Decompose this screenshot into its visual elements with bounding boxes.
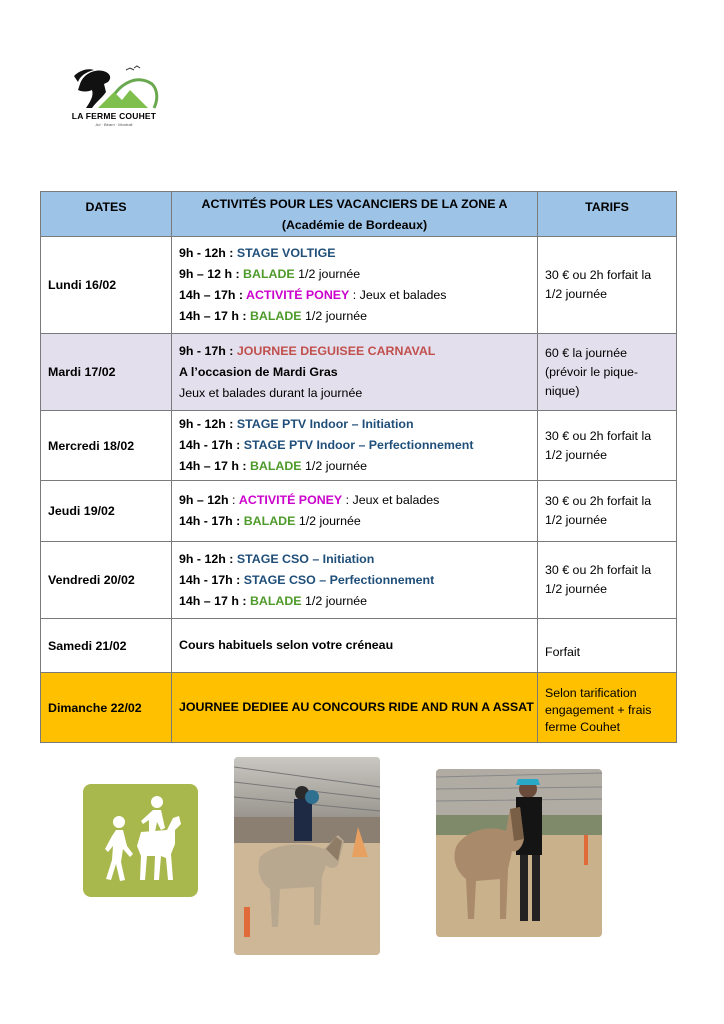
activity-line: 9h – 12 h : BALADE 1/2 journée	[179, 267, 361, 281]
row-activities	[172, 619, 538, 673]
row-activities	[172, 481, 538, 542]
row-tarif: 30 € ou 2h forfait la 1/2 journée	[538, 237, 677, 334]
activity-line: 9h - 17h : JOURNEE DEGUISEE CARNAVAL	[179, 343, 436, 358]
ride-and-run-icon	[83, 784, 198, 897]
header-activities-line2: (Académie de Bordeaux)	[281, 217, 428, 232]
activity-line: A l’occasion de Mardi Gras	[179, 364, 338, 379]
activity-line: 14h - 17h : STAGE CSO – Perfectionnement	[179, 572, 435, 587]
activity-line: 9h - 12h : STAGE PTV Indoor – Initiation	[179, 417, 414, 431]
table-row	[41, 481, 677, 542]
activity-line: 14h – 17 h : BALADE 1/2 journée	[179, 459, 368, 473]
activity-line: 14h - 17h : STAGE PTV Indoor – Perfectionnement	[179, 438, 474, 452]
photo-rider-with-pony	[436, 769, 602, 937]
activity-line: 14h - 17h : BALADE 1/2 journée	[179, 514, 361, 528]
activity-line: JOURNEE DEDIEE AU CONCOURS RIDE AND RUN A ASSAT	[179, 700, 534, 714]
row-date: Samedi 21/02	[41, 619, 172, 673]
logo-subtitle: Ad · Béarn · Montrail	[95, 122, 133, 127]
table-row	[41, 237, 677, 334]
row-date: Jeudi 19/02	[41, 481, 172, 542]
photo-pony-arena	[234, 757, 380, 955]
row-tarif: Forfait	[538, 619, 677, 673]
row-activities	[172, 411, 538, 481]
table-header-row	[41, 192, 677, 237]
row-tarif: 30 € ou 2h forfait la 1/2 journée	[538, 481, 677, 542]
activity-line: 9h - 12h : STAGE CSO – Initiation	[179, 551, 375, 566]
row-date: Mercredi 18/02	[41, 411, 172, 481]
row-tarif: 30 € ou 2h forfait la 1/2 journée	[538, 542, 677, 619]
activity-line: Cours habituels selon votre créneau	[179, 638, 394, 652]
table-row	[41, 542, 677, 619]
row-tarif: 60 € la journée (prévoir le pique- nique)	[538, 334, 677, 411]
schedule-table	[40, 191, 677, 743]
activity-line: 14h – 17h : ACTIVITÉ PONEY : Jeux et balades	[179, 288, 447, 302]
row-activities	[172, 334, 538, 411]
row-tarif: Selon tarification engagement + frais ferme Couhet	[538, 673, 677, 743]
table-row	[41, 619, 677, 673]
activity-line: 14h – 17 h : BALADE 1/2 journée	[179, 309, 368, 323]
table-row	[41, 411, 677, 481]
row-date: Lundi 16/02	[41, 237, 172, 334]
ferme-couhet-logo	[68, 62, 160, 132]
row-date: Vendredi 20/02	[41, 542, 172, 619]
row-activities	[172, 237, 538, 334]
activity-line: 9h - 12h : STAGE VOLTIGE	[179, 246, 336, 260]
header-dates: DATES	[41, 192, 172, 237]
table-row	[41, 334, 677, 411]
activity-line: Jeux et balades durant la journée	[179, 385, 363, 400]
header-activities-line1: ACTIVITÉS POUR LES VACANCIERS DE LA ZONE A	[201, 196, 508, 211]
header-activities	[172, 192, 538, 237]
activity-line: 9h – 12h : ACTIVITÉ PONEY : Jeux et balades	[179, 493, 440, 507]
header-tarifs: TARIFS	[538, 192, 677, 237]
horse-logo-icon	[68, 62, 160, 112]
activity-line: 14h – 17 h : BALADE 1/2 journée	[179, 593, 368, 608]
row-activities	[172, 542, 538, 619]
row-date: Dimanche 22/02	[41, 673, 172, 743]
logo-name: LA FERME COUHET	[71, 111, 157, 121]
table-row	[41, 673, 677, 743]
row-activities	[172, 673, 538, 743]
row-tarif: 30 € ou 2h forfait la 1/2 journée	[538, 411, 677, 481]
row-date: Mardi 17/02	[41, 334, 172, 411]
